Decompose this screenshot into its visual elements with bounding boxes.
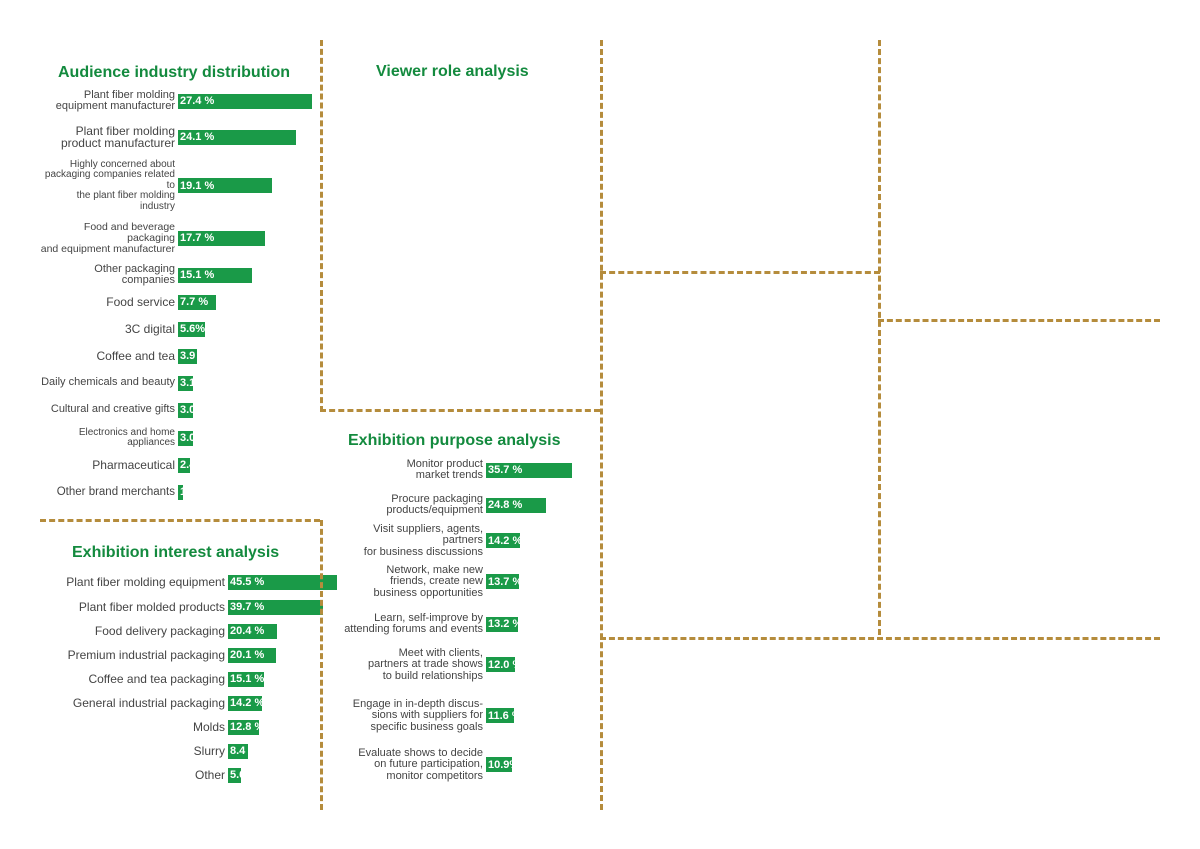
bar-row bbox=[330, 522, 523, 559]
bar-category-label-line: Other brand merchants bbox=[56, 485, 175, 498]
bar-category-label-line: market trends bbox=[415, 469, 483, 482]
bar bbox=[228, 672, 264, 687]
bar-value-label: 39.7 % bbox=[230, 601, 265, 613]
bar-category-label: Plant fiber molded products bbox=[78, 599, 225, 614]
bar bbox=[486, 463, 572, 478]
bar-category-label-line: Highly concerned about bbox=[69, 158, 175, 170]
bar-value-label: 5.6 % bbox=[230, 769, 259, 781]
bar bbox=[228, 744, 259, 759]
divider-horizontal-left bbox=[40, 519, 320, 522]
bar-category-label bbox=[40, 350, 178, 363]
bar-category-label bbox=[330, 565, 486, 600]
bar-category-label bbox=[40, 428, 178, 449]
bar-category-label: General industrial packaging bbox=[72, 695, 225, 710]
interest-chart-title: Exhibition interest analysis bbox=[72, 544, 280, 561]
divider-horizontal-quotes-2 bbox=[878, 319, 1160, 322]
bar-category-label bbox=[330, 524, 486, 559]
bar bbox=[178, 322, 205, 337]
bar-category-label bbox=[40, 377, 178, 389]
bar-category-label-line: Visit suppliers, agents, partners bbox=[373, 522, 483, 547]
bar-category-label-line: 3C digital bbox=[124, 321, 175, 336]
bar-value-label: 15.1 % bbox=[230, 673, 265, 685]
purpose-chart-title: Exhibition purpose analysis bbox=[348, 432, 561, 449]
bar-row bbox=[40, 376, 209, 391]
bar-category-label-line: Monitor product bbox=[406, 457, 483, 470]
bar-value-label: 14.2 % bbox=[230, 697, 265, 709]
bar-category-label bbox=[40, 459, 178, 472]
bar-value-label: 8.4 % bbox=[230, 745, 259, 757]
bar-category-label bbox=[40, 222, 178, 255]
bar-category-label: Food delivery packaging bbox=[94, 623, 225, 638]
bar bbox=[486, 574, 523, 589]
bar-category-label bbox=[40, 404, 178, 416]
bar-category-label-line: products/equipment bbox=[386, 504, 483, 517]
bar-value-label: 20.1 % bbox=[230, 649, 265, 661]
bar-value-label: 35.7 % bbox=[488, 464, 523, 477]
bar-category-label-line: sions with suppliers for bbox=[371, 709, 483, 722]
bar-category-label: Premium industrial packaging bbox=[67, 647, 225, 662]
purpose-bar-chart bbox=[330, 456, 580, 796]
bar-category-label: Slurry bbox=[193, 743, 225, 758]
bar-category-label-line: friends, create new bbox=[390, 575, 483, 588]
bar-row bbox=[40, 348, 209, 364]
bar bbox=[228, 624, 277, 639]
bar-category-label-line: Evaluate shows to decide bbox=[358, 746, 483, 759]
bar-value-label: 2.4 % bbox=[180, 459, 209, 471]
bar-category-label bbox=[330, 648, 486, 683]
viewer-role-pie-chart bbox=[355, 84, 565, 274]
bar-row bbox=[330, 494, 546, 517]
bar-category-label-line: Plant fiber molding bbox=[75, 123, 175, 138]
bar-category-label-line: Procure packaging bbox=[391, 492, 483, 505]
bar-category-label-line: Food and beverage packaging bbox=[83, 220, 175, 244]
bar-category-label-line: Pharmaceutical bbox=[92, 457, 175, 472]
bar-category-label bbox=[40, 264, 178, 287]
bar-category-label-line: Engage in in-depth discus- bbox=[352, 697, 483, 710]
bar-category-label bbox=[330, 613, 486, 636]
bar-category-label-line: equipment manufacturer bbox=[55, 100, 175, 113]
bar-row bbox=[330, 563, 523, 600]
bar bbox=[228, 768, 259, 783]
bar bbox=[178, 295, 216, 310]
bar-row bbox=[40, 403, 209, 418]
bar-category-label-line: Food service bbox=[106, 294, 175, 309]
bar bbox=[178, 403, 209, 418]
bar-row bbox=[330, 459, 572, 482]
interest-bar-chart bbox=[40, 574, 315, 789]
bar-category-label-line: packaging companies related to bbox=[44, 169, 175, 191]
bar-row bbox=[40, 295, 216, 310]
bar-row bbox=[330, 646, 523, 683]
bar bbox=[178, 431, 209, 446]
bar-value-label: 12.8 % bbox=[230, 721, 265, 733]
bar-row bbox=[40, 90, 312, 113]
bar-value-label: 1.0 % bbox=[180, 486, 209, 498]
bar-category-label bbox=[40, 90, 178, 113]
bar-value-label: 10.9% bbox=[488, 758, 520, 771]
bar-row bbox=[330, 697, 522, 734]
bar-value-label: 15.1 % bbox=[180, 269, 215, 282]
bar-row bbox=[330, 611, 523, 636]
bar bbox=[178, 94, 312, 109]
bar-row bbox=[40, 600, 323, 615]
divider-vertical-center bbox=[600, 40, 603, 810]
bar-category-label-line: Coffee and tea bbox=[96, 348, 175, 363]
bar-row bbox=[40, 426, 209, 449]
bar-value-label: 11.6 % bbox=[488, 709, 522, 722]
bar-category-label bbox=[40, 125, 178, 150]
bar-category-label-line: Plant fiber molding bbox=[83, 88, 175, 101]
bar-category-label bbox=[330, 459, 486, 482]
bar-value-label: 17.7 % bbox=[180, 232, 215, 245]
audience-bar-chart bbox=[40, 86, 315, 506]
bar-category-label bbox=[40, 486, 178, 498]
bar-category-label bbox=[40, 160, 178, 213]
bar-value-label: 14.2 % bbox=[488, 534, 523, 547]
bar-row bbox=[40, 222, 265, 255]
bar-row bbox=[330, 746, 520, 783]
bar-category-label-line: monitor competitors bbox=[386, 769, 483, 782]
bar-category-label-line: to build relationships bbox=[382, 669, 483, 682]
bar-row bbox=[40, 672, 264, 687]
bar-value-label: 45.5 % bbox=[230, 576, 265, 588]
bar-category-label: Plant fiber molding equipment bbox=[66, 574, 225, 589]
bar bbox=[486, 498, 546, 513]
bar-category-label-line: and equipment manufacturer bbox=[40, 242, 175, 255]
bar-category-label-line: partners at trade shows bbox=[368, 658, 483, 671]
bar-category-label: Coffee and tea packaging bbox=[88, 671, 225, 686]
bar-row bbox=[40, 719, 265, 735]
bar bbox=[228, 600, 323, 615]
bar-row bbox=[40, 457, 209, 473]
bar bbox=[178, 349, 209, 364]
bar-value-label: 12.0 % bbox=[488, 658, 523, 671]
bar-category-label bbox=[40, 296, 178, 309]
bar-category-label-line: Cultural and creative gifts bbox=[50, 403, 175, 416]
bar-value-label: 3.0 % bbox=[180, 432, 209, 444]
bar bbox=[486, 708, 522, 723]
divider-vertical-right bbox=[878, 40, 881, 635]
divider-vertical-left-bottom bbox=[320, 520, 323, 810]
bar-row bbox=[40, 160, 272, 213]
bar bbox=[178, 231, 265, 246]
bar-value-label: 7.7 % bbox=[180, 296, 209, 308]
bar-value-label: 3.9 % bbox=[180, 350, 209, 362]
bar-row bbox=[40, 767, 259, 783]
bar bbox=[178, 458, 209, 473]
bar-row bbox=[40, 264, 252, 287]
audience-chart-title: Audience industry distribution bbox=[58, 64, 291, 81]
bar-value-label: 27.4 % bbox=[180, 95, 215, 108]
bar-category-label-line: Network, make new bbox=[386, 563, 483, 576]
bar-value-label: 13.7 % bbox=[488, 575, 523, 588]
bar-value-label: 24.8 % bbox=[488, 499, 523, 512]
bar bbox=[178, 130, 296, 145]
bar-row bbox=[40, 648, 276, 663]
divider-horizontal-quotes-3 bbox=[600, 637, 1160, 640]
bar-category-label: Molds bbox=[192, 719, 225, 734]
bar bbox=[486, 757, 520, 772]
bar-category-label: Other bbox=[194, 767, 225, 782]
bar bbox=[486, 533, 523, 548]
bar-category-label-line: business opportunities bbox=[373, 586, 483, 599]
bar-row bbox=[40, 485, 209, 500]
divider-horizontal-middle bbox=[320, 409, 600, 412]
bar-category-label-line: product manufacturer bbox=[60, 136, 175, 151]
bar-category-label-line: Learn, self-improve by bbox=[374, 611, 483, 624]
bar-category-label bbox=[330, 494, 486, 517]
bar-row bbox=[40, 575, 337, 590]
bar bbox=[228, 696, 265, 711]
bar bbox=[228, 720, 265, 735]
divider-vertical-left-top bbox=[320, 40, 323, 412]
bar-category-label bbox=[330, 699, 486, 734]
bar-category-label-line: attending forums and events bbox=[344, 623, 483, 636]
bar bbox=[178, 178, 272, 193]
bar-value-label: 3.1 % bbox=[180, 377, 209, 389]
bar bbox=[178, 376, 209, 391]
bar-row bbox=[40, 322, 205, 337]
bar-row bbox=[40, 125, 296, 150]
bar-category-label-line: Meet with clients, bbox=[398, 646, 483, 659]
bar bbox=[178, 485, 209, 500]
bar-value-label: 19.1 % bbox=[180, 179, 215, 192]
bar-category-label bbox=[330, 748, 486, 783]
bar-value-label: 5.6% bbox=[180, 323, 206, 335]
bar-category-label-line: the plant fiber molding industry bbox=[76, 190, 175, 212]
bar-category-label-line: Electronics and home appliances bbox=[78, 426, 175, 448]
bar-category-label-line: for business discussions bbox=[363, 545, 483, 558]
bar-category-label-line: Other packaging companies bbox=[94, 262, 175, 287]
bar bbox=[178, 268, 252, 283]
bar bbox=[228, 648, 276, 663]
bar-category-label-line: specific business goals bbox=[370, 720, 483, 733]
bar bbox=[486, 657, 523, 672]
bar-row bbox=[40, 624, 277, 639]
bar-category-label bbox=[40, 323, 178, 336]
bar-value-label: 13.2 % bbox=[488, 618, 523, 631]
bar-value-label: 20.4 % bbox=[230, 625, 265, 637]
bar bbox=[486, 617, 523, 632]
bar-row bbox=[40, 695, 265, 711]
bar-value-label: 24.1 % bbox=[180, 131, 215, 144]
divider-horizontal-quotes-1 bbox=[600, 271, 880, 274]
viewer-role-chart-title: Viewer role analysis bbox=[376, 63, 529, 80]
bar-row bbox=[40, 743, 259, 759]
bar-category-label-line: on future participation, bbox=[374, 758, 483, 771]
bar-category-label-line: Daily chemicals and beauty bbox=[41, 376, 175, 389]
bar-value-label: 3.0 % bbox=[180, 404, 209, 416]
